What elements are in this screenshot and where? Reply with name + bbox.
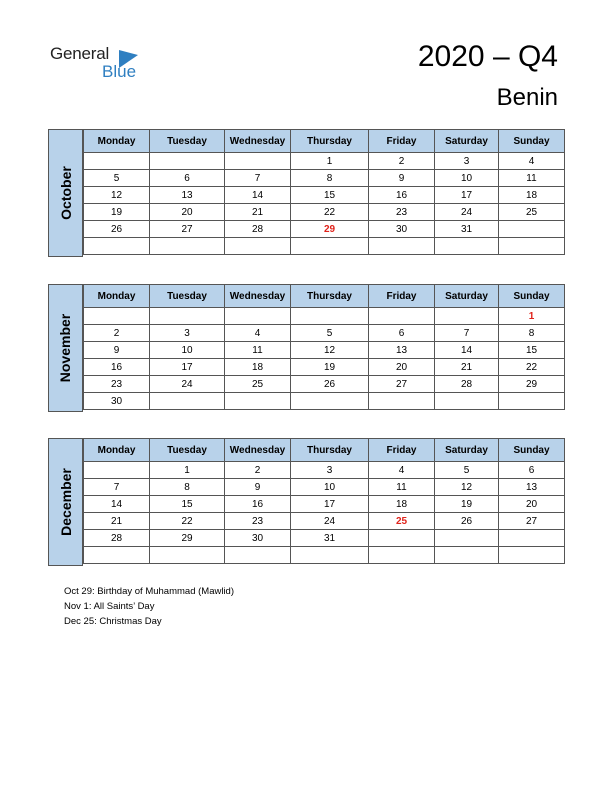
day-cell: 17 (150, 359, 225, 376)
day-cell: 5 (84, 170, 150, 187)
day-cell: 27 (150, 221, 225, 238)
day-cell (150, 547, 225, 564)
week-row (84, 342, 565, 359)
weekday-header: Tuesday (150, 285, 225, 308)
month-label (48, 438, 83, 566)
day-cell (435, 547, 499, 564)
week-row (84, 547, 565, 564)
day-cell: 23 (369, 204, 435, 221)
day-cell: 16 (84, 359, 150, 376)
day-cell: 9 (84, 342, 150, 359)
week-row (84, 170, 565, 187)
day-cell: 22 (150, 513, 225, 530)
month-label (48, 129, 83, 257)
day-cell: 20 (499, 496, 565, 513)
day-cell: 5 (435, 462, 499, 479)
day-cell (369, 530, 435, 547)
weekday-header: Saturday (435, 285, 499, 308)
day-cell (225, 393, 291, 410)
day-cell: 10 (291, 479, 369, 496)
day-cell: 19 (291, 359, 369, 376)
day-cell: 4 (499, 153, 565, 170)
day-cell: 29 (291, 221, 369, 238)
day-cell: 2 (225, 462, 291, 479)
day-cell: 28 (225, 221, 291, 238)
weekday-header: Friday (369, 439, 435, 462)
day-cell: 16 (225, 496, 291, 513)
day-cell (225, 153, 291, 170)
day-cell (84, 462, 150, 479)
day-cell (291, 547, 369, 564)
day-cell: 20 (150, 204, 225, 221)
weekday-header: Tuesday (150, 130, 225, 153)
day-cell: 5 (291, 325, 369, 342)
weekday-header: Monday (84, 285, 150, 308)
day-cell: 12 (84, 187, 150, 204)
day-cell: 3 (150, 325, 225, 342)
week-row (84, 187, 565, 204)
month-name: November (57, 313, 74, 383)
weekday-header: Sunday (499, 439, 565, 462)
day-cell: 6 (499, 462, 565, 479)
week-row (84, 153, 565, 170)
day-cell: 19 (84, 204, 150, 221)
day-cell: 28 (84, 530, 150, 547)
week-row (84, 238, 565, 255)
day-cell (435, 393, 499, 410)
day-cell: 4 (369, 462, 435, 479)
day-cell: 13 (150, 187, 225, 204)
day-cell: 18 (369, 496, 435, 513)
day-cell: 4 (225, 325, 291, 342)
day-cell (369, 308, 435, 325)
day-cell (150, 308, 225, 325)
day-cell (499, 393, 565, 410)
week-row (84, 308, 565, 325)
day-cell: 7 (225, 170, 291, 187)
day-cell: 22 (291, 204, 369, 221)
day-cell: 24 (291, 513, 369, 530)
week-row (84, 221, 565, 238)
day-cell: 8 (150, 479, 225, 496)
day-cell: 18 (225, 359, 291, 376)
week-row (84, 376, 565, 393)
holiday-note: Dec 25: Christmas Day (64, 616, 162, 627)
weekday-header: Wednesday (225, 130, 291, 153)
day-cell: 23 (84, 376, 150, 393)
day-cell (225, 308, 291, 325)
day-cell (291, 308, 369, 325)
day-cell: 8 (499, 325, 565, 342)
day-cell: 24 (435, 204, 499, 221)
week-row (84, 479, 565, 496)
day-cell: 23 (225, 513, 291, 530)
weekday-header: Wednesday (225, 439, 291, 462)
day-cell: 21 (225, 204, 291, 221)
day-cell: 14 (435, 342, 499, 359)
day-cell: 30 (84, 393, 150, 410)
day-cell: 14 (84, 496, 150, 513)
day-cell: 15 (150, 496, 225, 513)
day-cell: 26 (435, 513, 499, 530)
weekday-header: Sunday (499, 130, 565, 153)
day-cell (84, 547, 150, 564)
weekday-header: Tuesday (150, 439, 225, 462)
calendar-table (83, 284, 565, 410)
day-cell (225, 238, 291, 255)
week-row (84, 530, 565, 547)
month-name: October (57, 166, 74, 220)
day-cell: 15 (291, 187, 369, 204)
day-cell: 3 (435, 153, 499, 170)
day-cell: 7 (84, 479, 150, 496)
calendar-table (83, 129, 565, 255)
page-title: 2020 – Q4 (417, 40, 558, 73)
holiday-notes (64, 584, 234, 629)
day-cell: 1 (499, 308, 565, 325)
day-cell: 1 (150, 462, 225, 479)
day-cell (84, 238, 150, 255)
day-cell: 19 (435, 496, 499, 513)
day-cell: 25 (225, 376, 291, 393)
day-cell (435, 308, 499, 325)
day-cell: 2 (84, 325, 150, 342)
day-cell: 17 (291, 496, 369, 513)
weekday-header-row (84, 130, 565, 153)
day-cell: 30 (225, 530, 291, 547)
day-cell: 11 (499, 170, 565, 187)
day-cell: 8 (291, 170, 369, 187)
day-cell: 25 (499, 204, 565, 221)
generalblue-logo (50, 44, 150, 84)
day-cell: 24 (150, 376, 225, 393)
day-cell: 3 (291, 462, 369, 479)
calendar-table (83, 438, 565, 564)
day-cell: 13 (499, 479, 565, 496)
day-cell (435, 530, 499, 547)
weekday-header: Friday (369, 130, 435, 153)
day-cell: 10 (435, 170, 499, 187)
weekday-header: Thursday (291, 285, 369, 308)
day-cell (499, 530, 565, 547)
weekday-header: Friday (369, 285, 435, 308)
day-cell (435, 238, 499, 255)
day-cell: 28 (435, 376, 499, 393)
day-cell: 27 (499, 513, 565, 530)
day-cell (291, 238, 369, 255)
day-cell: 17 (435, 187, 499, 204)
logo-text-general: General (50, 44, 110, 63)
day-cell: 29 (150, 530, 225, 547)
weekday-header: Sunday (499, 285, 565, 308)
country-name: Benin (496, 84, 558, 111)
day-cell: 13 (369, 342, 435, 359)
day-cell: 31 (435, 221, 499, 238)
weekday-header: Thursday (291, 439, 369, 462)
week-row (84, 204, 565, 221)
day-cell: 11 (225, 342, 291, 359)
day-cell (84, 308, 150, 325)
day-cell (150, 238, 225, 255)
day-cell: 9 (369, 170, 435, 187)
weekday-header: Monday (84, 439, 150, 462)
week-row (84, 462, 565, 479)
logo-text-blue: Blue (102, 62, 137, 81)
day-cell: 1 (291, 153, 369, 170)
weekday-header: Monday (84, 130, 150, 153)
weekday-header: Saturday (435, 439, 499, 462)
day-cell: 22 (499, 359, 565, 376)
day-cell: 12 (291, 342, 369, 359)
weekday-header-row (84, 439, 565, 462)
weekday-header: Wednesday (225, 285, 291, 308)
day-cell (150, 393, 225, 410)
day-cell: 25 (369, 513, 435, 530)
day-cell: 15 (499, 342, 565, 359)
week-row (84, 513, 565, 530)
day-cell (84, 153, 150, 170)
day-cell: 29 (499, 376, 565, 393)
day-cell: 12 (435, 479, 499, 496)
day-cell: 26 (291, 376, 369, 393)
day-cell: 21 (84, 513, 150, 530)
day-cell (499, 221, 565, 238)
week-row (84, 496, 565, 513)
day-cell: 21 (435, 359, 499, 376)
weekday-header: Saturday (435, 130, 499, 153)
month-label (48, 284, 83, 412)
day-cell (150, 153, 225, 170)
day-cell (499, 547, 565, 564)
month-name: December (57, 468, 74, 536)
holiday-note: Oct 29: Birthday of Muhammad (Mawlid) (64, 586, 235, 597)
day-cell (499, 238, 565, 255)
day-cell: 16 (369, 187, 435, 204)
day-cell: 10 (150, 342, 225, 359)
day-cell: 30 (369, 221, 435, 238)
day-cell (291, 393, 369, 410)
day-cell (225, 547, 291, 564)
weekday-header-row (84, 285, 565, 308)
day-cell: 20 (369, 359, 435, 376)
day-cell: 6 (150, 170, 225, 187)
day-cell: 26 (84, 221, 150, 238)
week-row (84, 359, 565, 376)
week-row (84, 393, 565, 410)
day-cell: 7 (435, 325, 499, 342)
day-cell: 14 (225, 187, 291, 204)
day-cell: 2 (369, 153, 435, 170)
day-cell (369, 238, 435, 255)
holiday-note: Nov 1: All Saints’ Day (64, 601, 155, 612)
day-cell (369, 547, 435, 564)
day-cell: 6 (369, 325, 435, 342)
weekday-header: Thursday (291, 130, 369, 153)
day-cell: 9 (225, 479, 291, 496)
day-cell: 11 (369, 479, 435, 496)
day-cell (369, 393, 435, 410)
day-cell: 31 (291, 530, 369, 547)
day-cell: 27 (369, 376, 435, 393)
day-cell: 18 (499, 187, 565, 204)
week-row (84, 325, 565, 342)
